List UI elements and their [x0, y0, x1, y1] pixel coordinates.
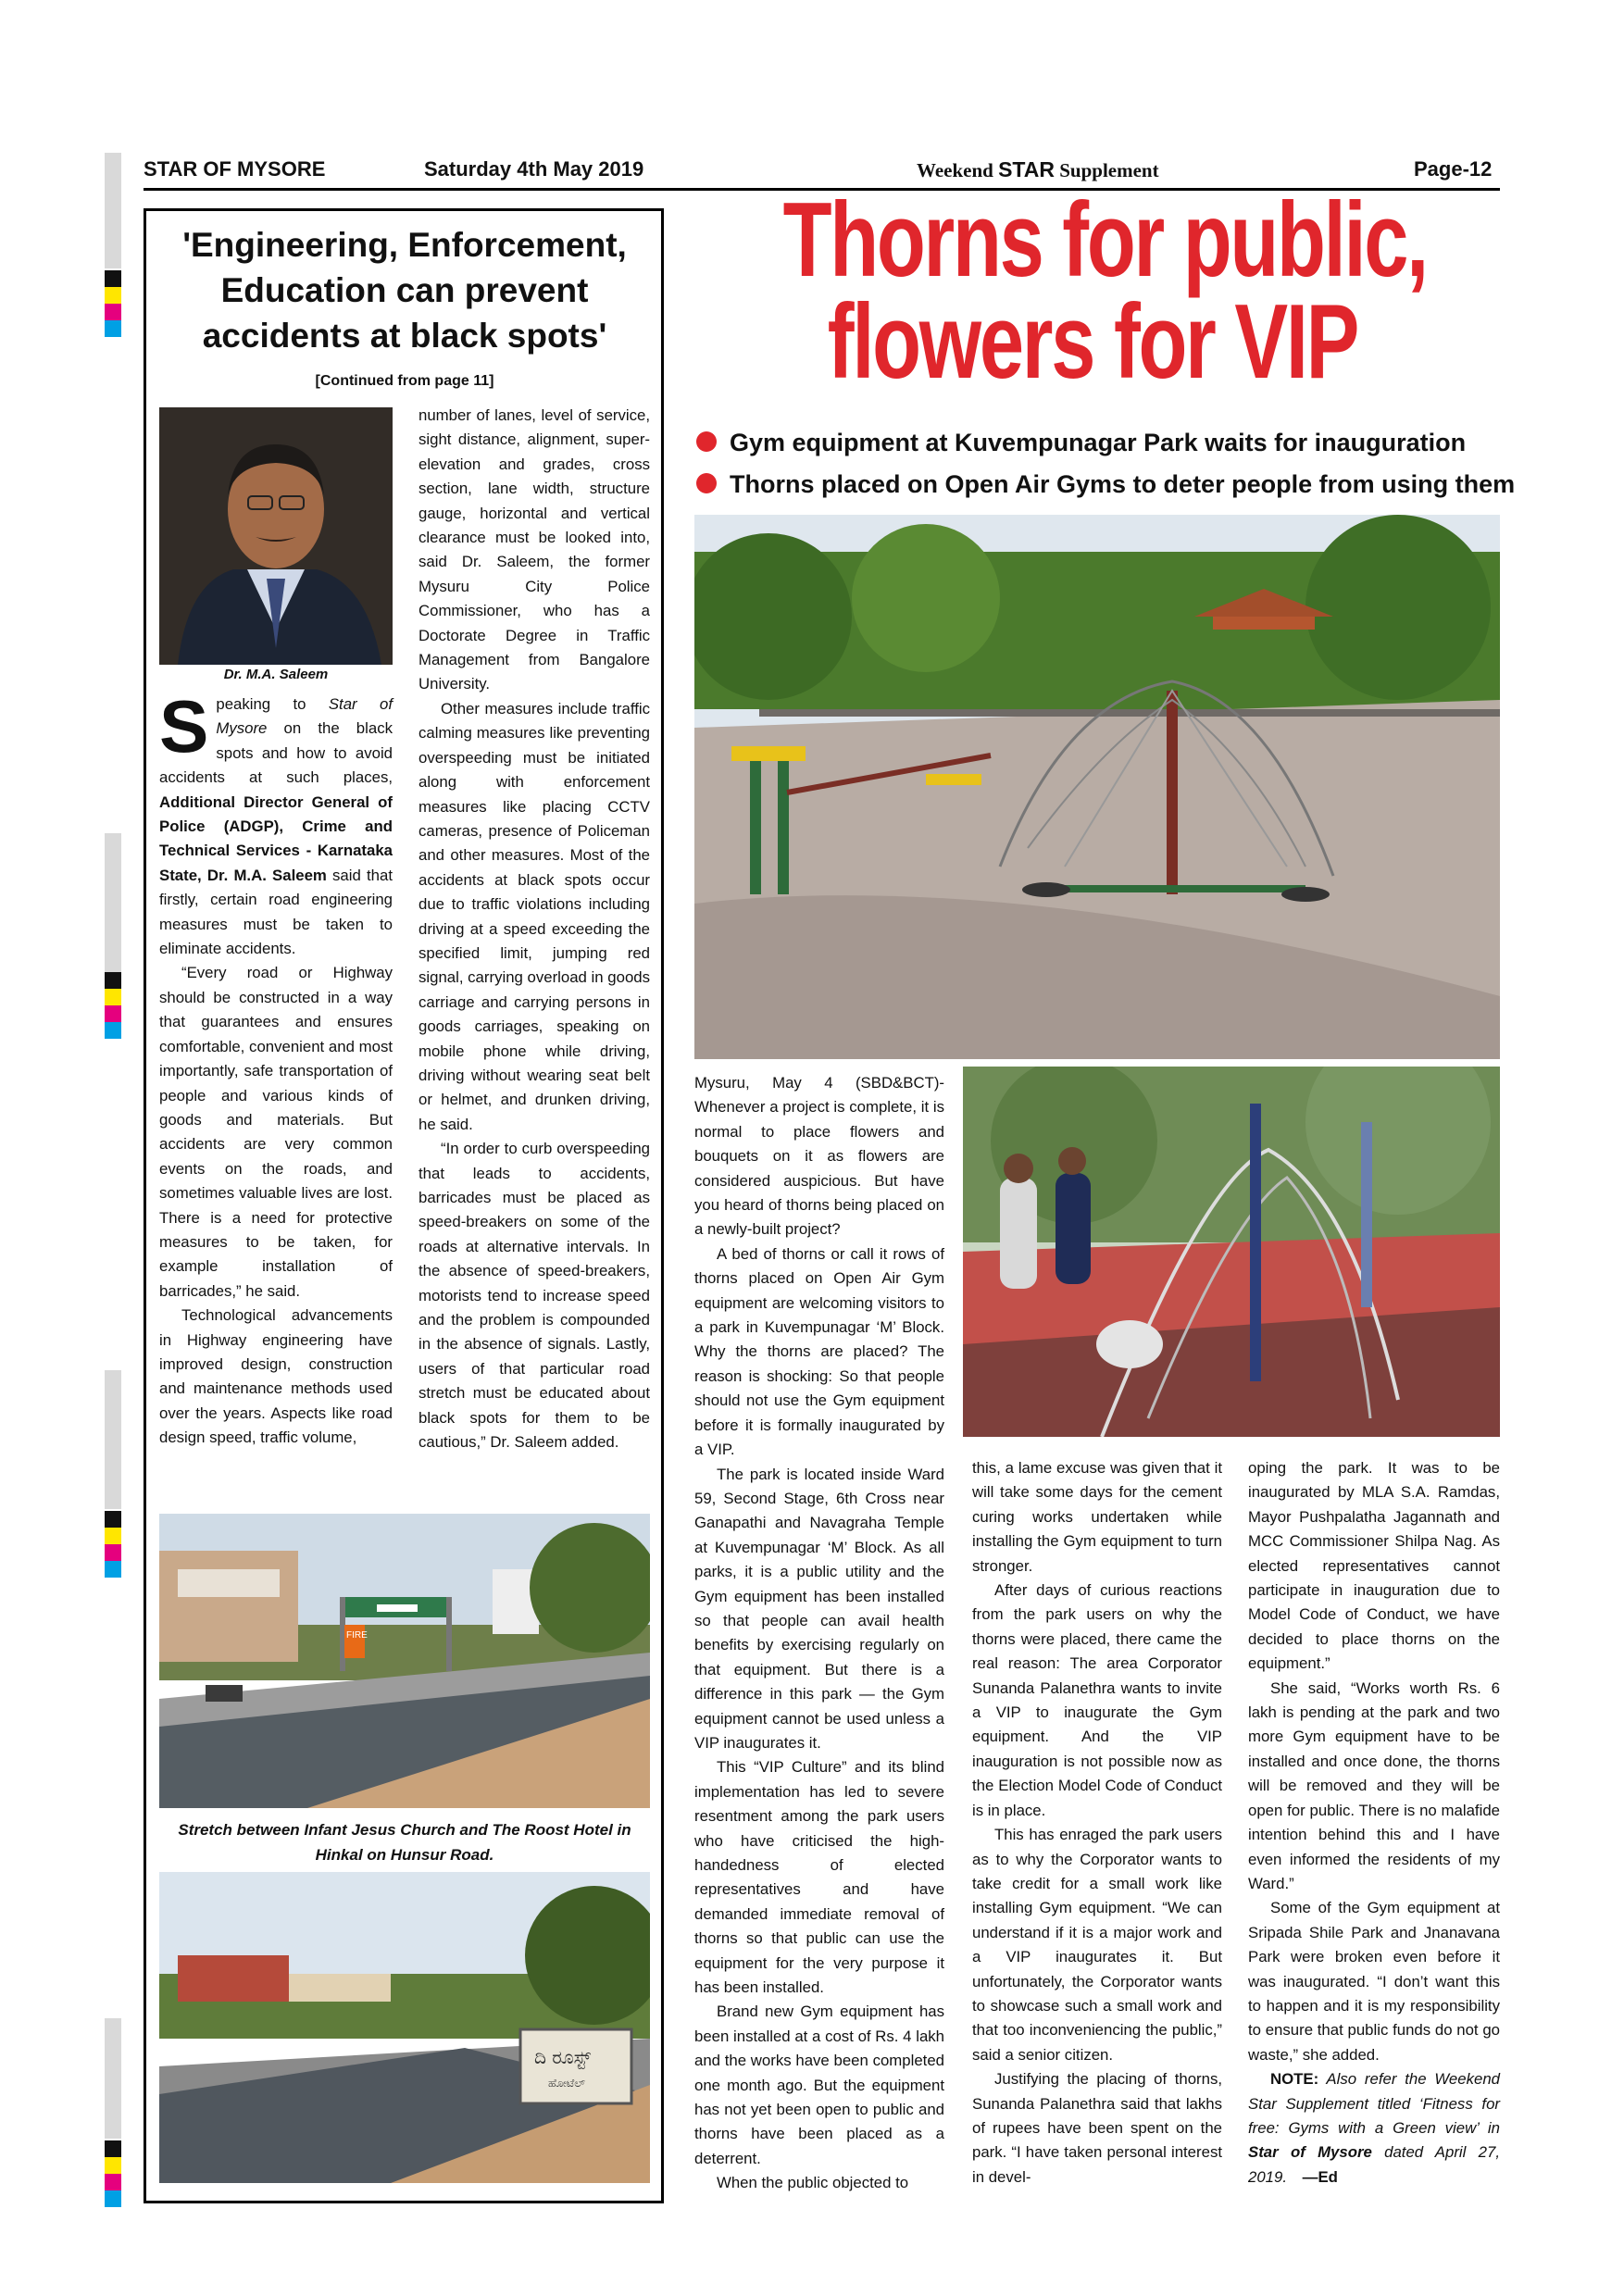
- left-col1-p1: [159, 685, 393, 961]
- reg-cyan: [105, 320, 121, 337]
- park-photo: [694, 515, 1500, 1059]
- bullet-2: [696, 470, 1515, 499]
- registration-bar: [105, 833, 121, 972]
- reg-cyan: [105, 2190, 121, 2207]
- reg-magenta: [105, 1005, 121, 1022]
- left-col1-p3: Technological advancements in Highway engineering have improved design, construction and maintenance methods used over the years. Aspects like road design speed, traffic volume,: [159, 1306, 393, 1447]
- children-park-illustration: [963, 1067, 1500, 1437]
- masthead-date: Saturday 4th May 2019: [424, 157, 644, 181]
- bullet-1: [696, 429, 1466, 457]
- bullet-dot-icon: [696, 431, 717, 452]
- main-col2-p1: this, a lame excuse was given that it will take some days for the cement curing works undertaken while installing the Gym equipment to turn stronger.: [972, 1459, 1222, 1575]
- left-col2-p2: Other measures include traffic calming measures like preventing overspeeding must be initiated along with enforcement measures like placing CCTV cameras, presence of Policeman and other measures. Most of the accidents at black spots occur due to traffic violations including driving at a speed exceeding the specified limit, jumping red signal, carrying overload in goods carriage and carrying persons in goods carriages, speaking on mobile phone while driving, driving without wearing seat belt or helmet, and drunken driving, he said.: [418, 699, 650, 1133]
- reg-cyan: [105, 1561, 121, 1578]
- main-col1-p2: A bed of thorns or call it rows of thorns placed on Open Air Gym equipment are welcoming visitors to a park in Kuvempunagar ‘M’ Block. Why the thorns are placed? The reason is shocking: So that people should not use the Gym equipment before it is formally inaugurated by a VIP.: [694, 1244, 944, 1459]
- bullet-2-text: Thorns placed on Open Air Gyms to deter people from using them: [730, 470, 1516, 498]
- road-photo-2-illustration: [159, 1872, 650, 2183]
- road-photo-1-illustration: [159, 1514, 650, 1808]
- dropcap: S: [159, 685, 209, 767]
- headline-line-2: flowers for VIP: [827, 283, 1358, 401]
- supplement-pre: Weekend: [917, 159, 993, 181]
- reg-magenta: [105, 2174, 121, 2190]
- reg-yellow: [105, 989, 121, 1005]
- reg-black: [105, 1511, 121, 1528]
- p1-a: peaking to: [216, 695, 329, 713]
- main-col3-note: [1248, 2067, 1500, 2190]
- main-col3: [1248, 1456, 1500, 2190]
- registration-bar: [105, 1370, 121, 1509]
- reg-cyan: [105, 1022, 121, 1039]
- supplement-post: Supplement: [1059, 159, 1159, 181]
- road-caption: Stretch between Infant Jesus Church and The Roost Hotel in Hinkal on Hunsur Road.: [178, 1821, 631, 1864]
- hotel-sign-text: ದಿ ರೂಸ್ಟ್: [534, 2046, 592, 2068]
- main-col3-p3: Some of the Gym equipment at Sripada Shile Park and Jnanavana Park were broken even before it was inaugurated. “I don’t want this to happen and it is my responsibility to ensure that public funds do not go waste,” she added.: [1248, 1899, 1500, 2064]
- portrait-photo: [159, 407, 393, 665]
- road-photo-2: [159, 1872, 650, 2183]
- reg-yellow: [105, 2157, 121, 2174]
- reg-black: [105, 972, 121, 989]
- page-number: Page-12: [1414, 157, 1493, 181]
- reg-black: [105, 2140, 121, 2157]
- reg-magenta: [105, 1544, 121, 1561]
- left-article-title: 'Engineering, Enforcement, Education can prevent accidents at black spots': [182, 226, 627, 355]
- note-b: Star of Mysore: [1248, 2143, 1372, 2162]
- children-park-photo: [963, 1067, 1500, 1437]
- reg-black: [105, 270, 121, 287]
- registration-bar: [105, 2018, 121, 2139]
- reg-magenta: [105, 304, 121, 320]
- main-col2: [972, 1456, 1222, 2190]
- park-photo-illustration: [694, 515, 1500, 1059]
- registration-bar: [105, 153, 121, 268]
- p1-c: on the black spots and how to avoid accidents at such places,: [159, 719, 393, 787]
- left-col1-p2: “Every road or Highway should be constructed in a way that guarantees and ensures comfortable, convenient and most importantly, safe transportation of people and various kinds of goods and materials. But accidents are very common events on the roads, and sometimes valuable lives are lost. There is a need for protective measures to be taken, for example installation of barricades,” he said.: [159, 964, 393, 1300]
- bullet-dot-icon: [696, 473, 717, 493]
- editor-sign: —Ed: [1302, 2167, 1338, 2186]
- masthead-paper: STAR OF MYSORE: [144, 157, 326, 181]
- left-article-col2: [418, 404, 650, 1454]
- reg-yellow: [105, 1528, 121, 1544]
- p1-d: Additional Director General of Police (ADGP), Crime and Technical Services - Karnataka State, Dr. M.A. Saleem: [159, 792, 393, 884]
- note-c: dated April 27, 2019.: [1248, 2143, 1500, 2186]
- hotel-sign-sub: ಹೋಟೆಲ್: [548, 2077, 585, 2090]
- left-col2-p3: “In order to curb overspeeding that leads to accidents, barricades must be placed as speed-breakers on some of the roads at alternative intervals. In the absence of speed-breakers, motorists tend to increase speed and the problem is compounded in the absence of signals. Lastly, users of that particular road stretch must be educated about black spots for them to be cautious,” Dr. Saleem added.: [418, 1140, 650, 1452]
- main-col1-p6: When the public objected to: [717, 2174, 909, 2192]
- continued-note: [Continued from page 11]: [315, 373, 494, 389]
- portrait-illustration: [159, 407, 393, 665]
- bullet-1-text: Gym equipment at Kuvempunagar Park waits for inauguration: [730, 429, 1467, 456]
- portrait-caption: Dr. M.A. Saleem: [223, 667, 329, 682]
- main-col1-p1: Mysuru, May 4 (SBD&BCT)- Whenever a project is complete, it is normal to place flowers and bouquets on it as flowers are considered auspicious. But have you heard of thorns being placed on a newly-built project?: [694, 1074, 944, 1239]
- main-headline: [782, 181, 1427, 401]
- left-article-col1: [159, 685, 393, 1451]
- road-sign-text: FIRE: [346, 1630, 368, 1641]
- main-col2-p4: Justifying the placing of thorns, Sunanda Palanethra said that lakhs of rupees have been spent on the park. “I have taken personal interest in devel-: [972, 2070, 1222, 2186]
- main-col1-p5: Brand new Gym equipment has been installed at a cost of Rs. 4 lakh and the works have been completed one month ago. But the equipment has not yet been open to public and thorns have been placed as a deterrent.: [694, 2003, 944, 2167]
- main-col2-p3: This has enraged the park users as to why the Corporator wants to take credit for a small work like installing Gym equipment. “We can understand if it is a major work and a VIP inaugurates it. But unfortunately, the Corporator wants to showcase such a small work and that too inconveniencing the public,” said a senior citizen.: [972, 1826, 1222, 2064]
- main-col1-p3: The park is located inside Ward 59, Second Stage, 6th Cross near Ganapathi and Navagraha Temple at Kuvempunagar ‘M’ Block. As all parks, it is a public utility and the Gym equipment has been installed so that people can avail health benefits by exercising regularly on that equipment. But there is a difference in this park — the Gym equipment cannot be used unless a VIP inaugurates it.: [694, 1465, 944, 1752]
- supplement-brand: STAR: [998, 157, 1055, 181]
- main-col2-p2: After days of curious reactions from the park users on why the thorns were placed, there came the real reason: The area Corporator Sunanda Palanethra wants to invite a VIP to inaugurate the Gym equipment. And the VIP inauguration is not possible now as the Election Model Code of Conduct is in place.: [972, 1581, 1222, 1819]
- main-col3-p2: She said, “Works worth Rs. 6 lakh is pending at the park and two more Gym equipment have to be installed and once done, the thorns will be removed and they will be open for public. There is no malafide intention behind this and I have even informed the residents of my Ward.”: [1248, 1678, 1500, 1892]
- main-col3-p1: oping the park. It was to be inaugurated by MLA S.A. Ramdas, Mayor Pushpalatha Jagannath and MCC Commissioner Shilpa Nag. As elected representatives cannot participate in inauguration due to Model Code of Conduct, we have decided to place thorns on the equipment.”: [1248, 1459, 1500, 1673]
- headline-line-1: Thorns for public,: [782, 181, 1427, 299]
- reg-yellow: [105, 287, 121, 304]
- note-label: NOTE:: [1270, 2070, 1319, 2089]
- main-col1-p4: This “VIP Culture” and its blind implementation has led to severe resentment among the park users who have criticised the high-handedness of elected representatives and have demanded immediate removal of thorns so that public can use the equipment for the very purpose it has been installed.: [694, 1758, 944, 1997]
- p1-e: said that firstly, certain road engineering measures must be taken to eliminate accidents.: [159, 866, 393, 958]
- road-photo-1: [159, 1514, 650, 1808]
- left-col2-p1: number of lanes, level of service, sight distance, alignment, super-elevation and grades, cross section, lane width, structure gauge, horizontal and vertical clearance must be looked into, said Dr. Saleem, the former Mysuru City Police Commissioner, who has a Doctorate Degree in Traffic Management from Bangalore University.: [418, 406, 650, 693]
- main-col1: [694, 1071, 944, 2196]
- note-a: Also refer the Weekend Star Supplement titled ‘Fitness for free: Gyms with a Green view’ in: [1248, 2070, 1500, 2137]
- p1-b: Star of Mysore: [216, 695, 393, 738]
